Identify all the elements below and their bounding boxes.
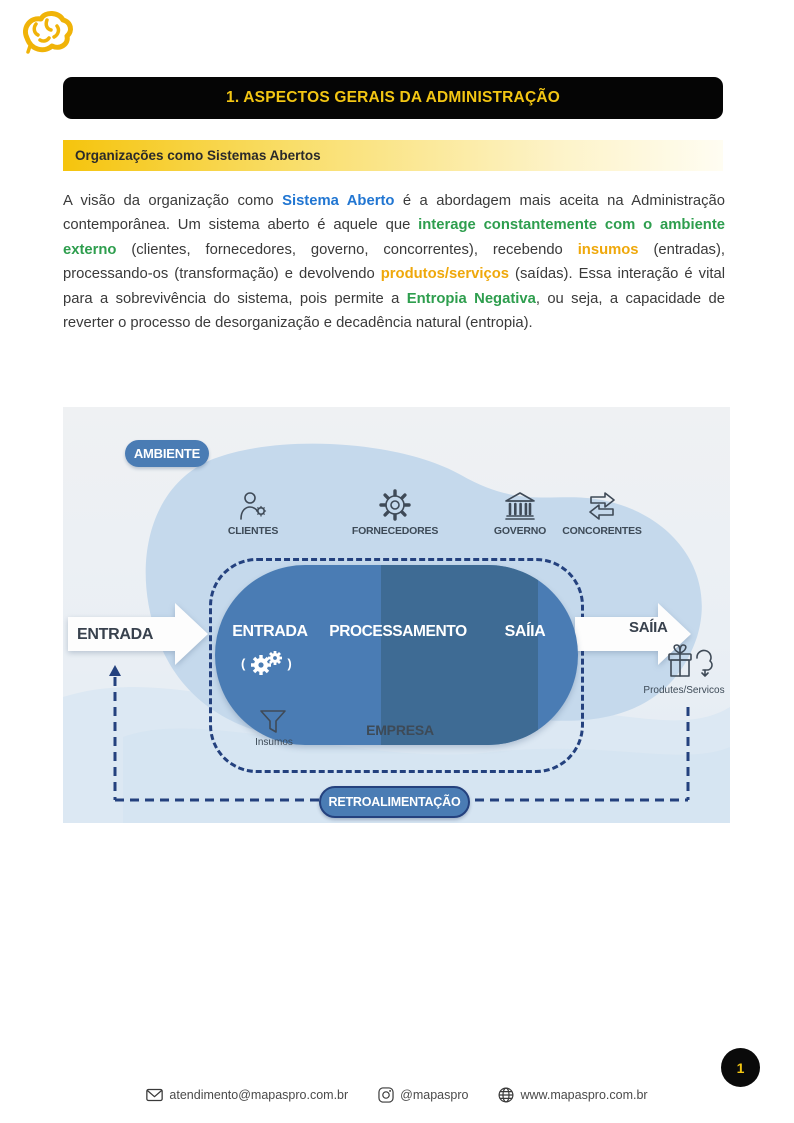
capsule-entrada-label: ENTRADA bbox=[232, 623, 308, 640]
footer-email-link[interactable] bbox=[146, 1088, 348, 1102]
page-number-badge bbox=[721, 1048, 760, 1087]
actor-label: CLIENTES bbox=[227, 525, 279, 537]
capsule-processamento-label: PROCESSAMENTO bbox=[329, 623, 467, 640]
ambiente-label: AMBIENTE bbox=[133, 446, 201, 461]
funnel-icon bbox=[259, 709, 287, 735]
output-arrow-label: SAÍIA bbox=[629, 619, 668, 636]
section-header-bar bbox=[63, 140, 723, 171]
gift-cloud-icon bbox=[665, 640, 715, 686]
actor-label: GOVERNO bbox=[493, 525, 547, 537]
footer-website-text: www.mapaspro.com.br bbox=[520, 1088, 648, 1102]
retroalimentacao-pill bbox=[319, 786, 470, 818]
intro-paragraph: A visão da organização como Sistema Aberto é a abordagem mais aceita na Administração contemporânea. Um sistema aberto é aquele que interage constantemente com o ambiente externo (clientes, fornecedores, governo, concorrentes), recebendo insumos (entradas), processando-os (transformação) e devolvendo produtos/serviços (saídas). Essa interação é vital para a sobrevivência do sistema, pois permite a Entropia Negativa, ou seja, a capacidade de reverter o processo de desorganização e decadência natural (entropia). bbox=[63, 193, 725, 332]
produtos-label: Produtes/Servicos bbox=[643, 685, 725, 696]
insumos-label: Insumos bbox=[255, 737, 293, 748]
chapter-title-bar bbox=[63, 77, 723, 119]
actor-label: CONCORENTES bbox=[562, 525, 642, 537]
actor-label: FORNECEDORES bbox=[351, 525, 439, 537]
footer-instagram-link[interactable] bbox=[378, 1087, 468, 1103]
chapter-title: 1. ASPECTOS GERAIS DA ADMINISTRAÇÃO bbox=[226, 89, 560, 106]
input-arrow-label: ENTRADA bbox=[77, 626, 154, 643]
footer bbox=[0, 1087, 794, 1103]
globe-icon bbox=[498, 1087, 514, 1103]
footer-website-link[interactable] bbox=[498, 1087, 647, 1103]
capsule-saida-label: SAÍIA bbox=[504, 623, 546, 640]
brain-logo-icon bbox=[16, 8, 76, 60]
page-number: 1 bbox=[736, 1059, 745, 1076]
empresa-label: EMPRESA bbox=[366, 722, 434, 738]
footer-email-text: atendimento@mapaspro.com.br bbox=[169, 1088, 349, 1102]
entrada-gears-icon: ( ) bbox=[241, 649, 292, 677]
retroalimentacao-label: RETROALIMENTAÇÃO bbox=[328, 795, 461, 809]
footer-instagram-text: @mapaspro bbox=[400, 1088, 469, 1102]
email-icon bbox=[146, 1088, 163, 1102]
section-title: Organizações como Sistemas Abertos bbox=[75, 148, 321, 163]
instagram-icon bbox=[378, 1087, 394, 1103]
open-system-diagram bbox=[63, 407, 730, 823]
processing-segment bbox=[381, 565, 538, 745]
